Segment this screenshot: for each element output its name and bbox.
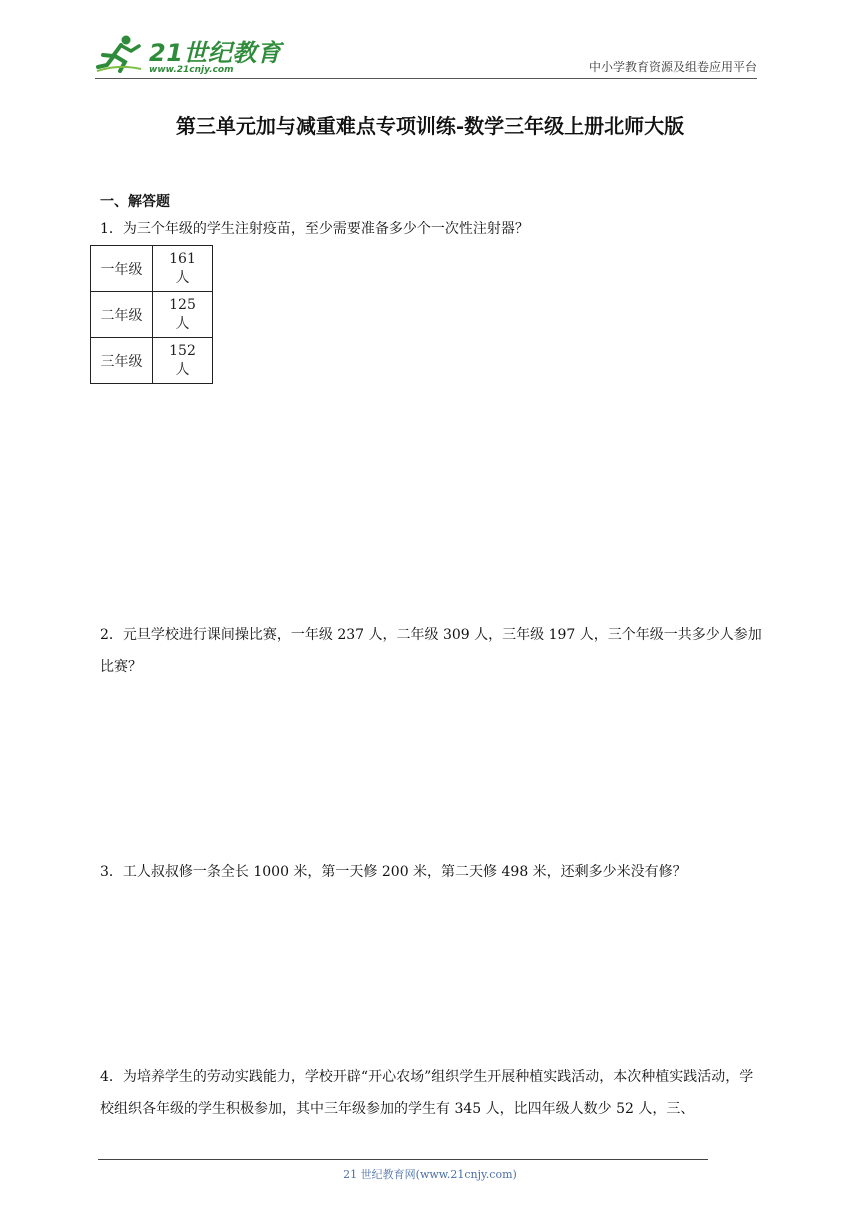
section-heading: 一、解答题 xyxy=(100,194,170,210)
platform-tagline: 中小学教育资源及组卷应用平台 xyxy=(588,60,757,74)
logo-url: www.21cnjy.com xyxy=(149,65,234,75)
logo-name: 21世纪教育 xyxy=(149,39,282,67)
question-3: 3．工人叔叔修一条全长 1000 米，第一天修 200 米，第二天修 498 米，还剩多少米没有修？ xyxy=(100,864,687,880)
grade-cell: 三年级 xyxy=(91,338,153,384)
table-row xyxy=(91,292,213,338)
grade-cell: 二年级 xyxy=(91,292,153,338)
count-cell: 161 人 xyxy=(153,246,213,292)
grade-count-table xyxy=(90,245,213,384)
footer-divider xyxy=(98,1159,708,1160)
question-2: 2．元旦学校进行课间操比赛，一年级 237 人，二年级 309 人，三年级 197 人，三个年级一共多少人参加比赛？ xyxy=(100,627,762,675)
count-cell: 152 人 xyxy=(153,338,213,384)
table-row xyxy=(91,338,213,384)
grade-cell: 一年级 xyxy=(91,246,153,292)
table-row xyxy=(91,246,213,292)
footer-link[interactable]: 21 世纪教育网(www.21cnjy.com) xyxy=(343,1168,517,1181)
question-1: 1．为三个年级的学生注射疫苗，至少需要准备多少个一次性注射器？ xyxy=(100,221,529,237)
runner-logo-icon xyxy=(95,34,143,74)
question-4: 4．为培养学生的劳动实践能力，学校开辟“开心农场”组织学生开展种植实践活动，本次种植实践活动，学校组织各年级的学生积极参加，其中三年级参加的学生有 345 人，比四年级人数少 52 人，三、 xyxy=(100,1069,754,1117)
count-cell: 125 人 xyxy=(153,292,213,338)
site-logo[interactable] xyxy=(95,34,281,76)
page-header xyxy=(95,34,757,79)
page-title: 第三单元加与减重难点专项训练-数学三年级上册北师大版 xyxy=(175,114,685,138)
